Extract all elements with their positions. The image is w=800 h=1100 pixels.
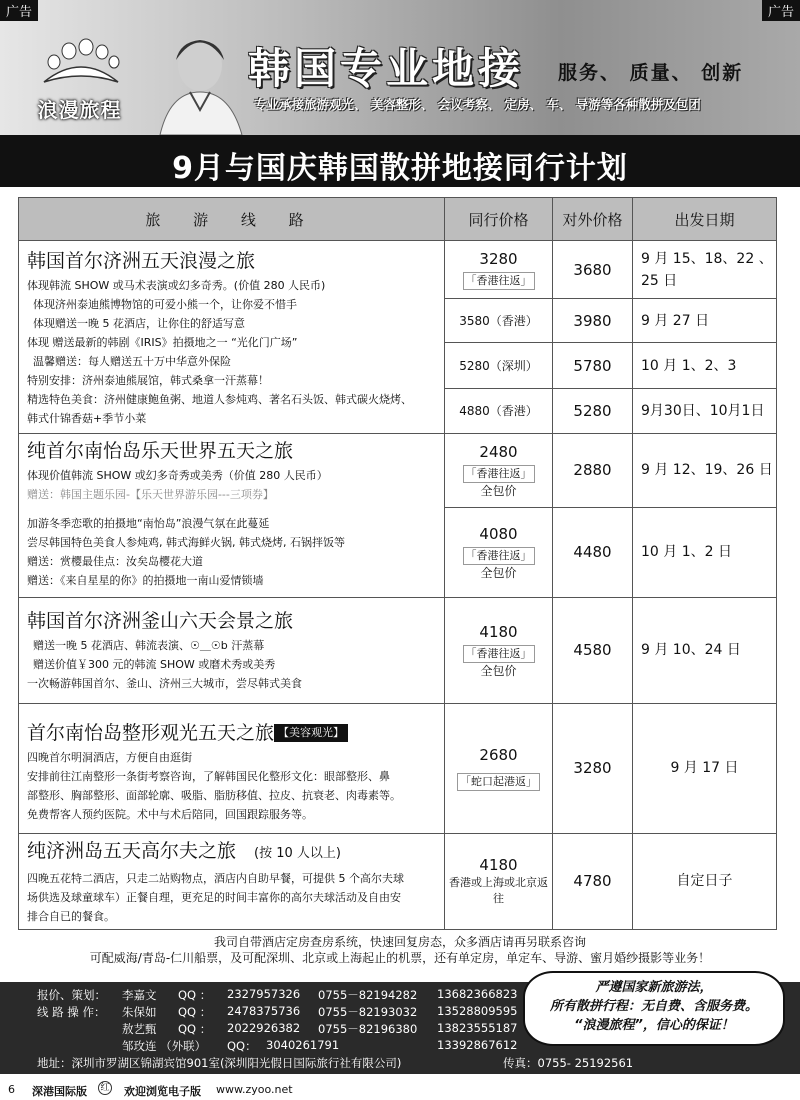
departure-date: 10 月 1、2 日 [633, 507, 777, 597]
route-4-line: 四晚首尔明洞酒店，方便自由逛街 [27, 750, 192, 764]
peer-price: 5280（深圳） [459, 358, 538, 373]
contact-name: 朱保如 [122, 1005, 157, 1019]
route-5-note: (按 10 人以上) [254, 845, 341, 861]
contact-role: 线 路 操 作： [37, 1005, 106, 1019]
departure-date: 9 月 12、19、26 日 [633, 434, 777, 508]
banner-slogan: 服务、 质量、 创新 [558, 62, 744, 84]
departure-date: 9 月 17 日 [633, 703, 777, 833]
address: 地址：深圳市罗湖区锦湖宾馆901室(深圳阳光假日国际旅行社有限公司) [37, 1056, 402, 1070]
peer-price-cell [445, 343, 553, 389]
model-photo [150, 30, 260, 135]
price-extra: 全包价 [480, 565, 517, 580]
table-row [19, 597, 777, 703]
page-title: 9月与国庆韩国散拼地接同行计划 [172, 151, 628, 186]
route-2-details [19, 434, 445, 508]
peer-price: 3280 [479, 250, 518, 268]
route-3-line: 赠送一晚 5 花酒店、韩流表演、☉＿☉b 汗蒸幕 [33, 639, 265, 652]
qq-label: QQ ： [178, 988, 212, 1002]
peer-price: 4180 [479, 622, 518, 641]
public-price: 5280 [553, 389, 633, 434]
footprint-icon [36, 32, 126, 87]
peer-price-cell [445, 703, 553, 833]
departure-date: 9 月 10、24 日 [633, 597, 777, 703]
route-2-line: 加游冬季恋歌的拍摄地“南怡岛”浪漫气氛在此蔓延 [27, 517, 270, 531]
brand-name: 浪漫旅程 [37, 98, 122, 122]
price-note: 香港或上海或北京返往 [449, 876, 548, 905]
route-1-line: 体现韩流 SHOW 或马术表演或幻多奇秀。(价值 280 人民币) [27, 278, 326, 292]
mobile-number: 13528809595 [437, 1004, 518, 1018]
public-price: 4780 [553, 833, 633, 929]
public-price: 4480 [553, 507, 633, 597]
public-price: 4580 [553, 597, 633, 703]
price-note: 「蛇口起港返」 [457, 773, 540, 791]
table-row [19, 703, 777, 833]
qq-number: 3040261791 [266, 1038, 340, 1052]
public-price: 3680 [553, 241, 633, 299]
mobile-number: 13682366823 [437, 987, 518, 1001]
route-2-line: 赠送：赏樱最佳点：汝矣岛樱花大道 [27, 555, 203, 569]
public-price: 5780 [553, 343, 633, 389]
route-5-line: 四晚五花特二酒店，只走二站购物点，酒店内自助早餐，可提供 5 个高尔夫球 [27, 871, 404, 885]
banner-title: 韩国专业地接 [248, 44, 525, 93]
peer-price-cell [445, 299, 553, 343]
route-4-title: 首尔南怡岛整形观光五天之旅 [27, 721, 275, 744]
routes-table [18, 197, 777, 930]
table-row [19, 507, 777, 597]
departure-date: 9 月 15、18、22 、25 日 [633, 241, 777, 299]
route-1-line: 体现济州泰迪熊博物馆的可爱小熊一个，让你爱不惜手 [33, 297, 297, 311]
route-3-title: 韩国首尔济洲釜山六天会景之旅 [27, 610, 294, 632]
route-4-line: 免费帮客人预约医院。术中与术后陪同，回国跟踪服务等。 [27, 807, 313, 821]
header-public-price: 对外价格 [553, 198, 633, 241]
phone-number: 0755－82193032 [318, 1005, 418, 1019]
qq-number: 2327957326 [227, 987, 301, 1001]
price-note: 「香港往返」 [463, 272, 535, 290]
route-2-line: 赠送：《来自星星的你》的拍摄地一南山爱情锁墙 [27, 574, 264, 588]
peer-price: 4080 [479, 524, 518, 543]
ad-label-right: 广告 [762, 0, 800, 21]
route-5-details [19, 833, 445, 929]
contact-name: 邹玫连 （外联） [122, 1039, 207, 1053]
price-note: 「香港往返」 [463, 465, 535, 483]
edition-logo: 红 [98, 1081, 112, 1095]
phone-number: 0755－82196380 [318, 1022, 418, 1036]
route-1-details [19, 241, 445, 434]
route-1-line: 温馨赠送：每人赠送五十万中华意外保险 [33, 354, 231, 368]
peer-price-cell [445, 434, 553, 508]
header-peer-price: 同行价格 [445, 198, 553, 241]
promise-line: 严遵国家新旅游法， [595, 980, 713, 995]
welcome-text: 欢迎浏览电子版 [124, 1085, 201, 1098]
ad-label-left: 广告 [0, 0, 38, 21]
route-5-title: 纯济洲岛五天高尔夫之旅 [27, 839, 237, 862]
route-4-details [19, 703, 445, 833]
price-extra: 全包价 [480, 483, 517, 498]
qq-label: QQ ： [178, 1022, 212, 1036]
peer-price-cell [445, 833, 553, 929]
qq-number: 2478375736 [227, 1004, 301, 1018]
qq-label: QQ： [227, 1039, 257, 1053]
contact-name: 敖艺甄 [122, 1022, 157, 1036]
header-route: 旅 游 线 路 [19, 198, 445, 241]
peer-price: 2480 [479, 442, 518, 461]
public-price: 2880 [553, 434, 633, 508]
page-title-bar [0, 135, 800, 187]
route-3-line: 一次畅游韩国首尔、釜山、济州三大城市，尝尽韩式美食 [27, 677, 302, 690]
route-2-details-more [19, 507, 445, 597]
services-note: 可配威海/青岛-仁川船票，及可配深圳、北京或上海起止的机票，还有单定房，单定车、导游、蜜月婚纱摄影等业务！ [89, 951, 711, 965]
promise-line: “浪漫旅程”，信心的保证！ [574, 1018, 734, 1033]
route-1-line: 体现 赠送最新的韩剧《IRIS》拍摄地之一 “光化门广场” [27, 335, 298, 349]
route-1-line: 精选特色美食：济州健康鲍鱼粥、地道人参炖鸡、著名石头饭、韩式碳火烧烤、 [27, 392, 412, 406]
route-5-line: 排合自已的餐食。 [27, 909, 115, 923]
peer-price: 3580（香港） [459, 313, 538, 328]
peer-price-cell [445, 241, 553, 299]
peer-price: 4880（香港） [459, 404, 538, 418]
route-1-line: 特别安排：济州泰迪熊展馆，韩式桑拿一汗蒸幕！ [27, 373, 269, 387]
peer-price: 4180 [479, 856, 518, 874]
route-2-line: 赠送：韩国主题乐园-【乐天世界游乐园---三项券】 [27, 488, 274, 501]
route-1-line: 韩式什锦香菇+季节小菜 [27, 411, 147, 425]
public-price: 3980 [553, 299, 633, 343]
page-footer [0, 1078, 800, 1100]
table-row [19, 833, 777, 929]
route-3-line: 赠送价值￥300 元的韩流 SHOW 或磨术秀或美秀 [33, 658, 276, 671]
header-banner [0, 0, 800, 135]
qq-label: QQ ： [178, 1005, 212, 1019]
peer-price-cell [445, 507, 553, 597]
price-note: 「香港往返」 [463, 547, 535, 565]
route-1-line: 体现赠送一晚 5 花酒店，让你住的舒适写意 [33, 316, 245, 330]
route-2-line: 尝尽韩国特色美食人参炖鸡, 韩式海鲜火锅, 韩式烧烤, 石锅拌饭等 [27, 536, 345, 550]
banner-subtitle: 专业承接旅游观光、 美容整形、 会议考察、 定房、 车、 导游等各种散拼及包团 [254, 97, 701, 112]
peer-price: 2680 [479, 746, 518, 764]
phone-number: 0755－82194282 [318, 988, 418, 1002]
hotel-note: 我司自带酒店定房查房系统，快速回复房态，众多酒店请再另联系咨询 [213, 935, 586, 949]
promise-badge [523, 971, 785, 1046]
route-3-details [19, 597, 445, 703]
route-5-title-wrap [27, 838, 436, 867]
fax: 传真：0755- 25192561 [503, 1056, 634, 1070]
route-4-title-wrap [27, 720, 436, 746]
public-price: 3280 [553, 703, 633, 833]
edition-name: 深港国际版 [32, 1085, 87, 1098]
website-link[interactable]: www.zyoo.net [216, 1083, 293, 1096]
route-4-line: 安排前往江南整形一条街考察咨询，了解韩国民化整形文化：眼部整形、鼻 [27, 769, 390, 783]
departure-date: 自定日子 [633, 833, 777, 929]
route-5-line: 场供选及球童球车）正餐自理，更充足的时间丰富你的高尔夫球活动及自由安 [27, 890, 401, 904]
price-note: 「香港往返」 [463, 645, 535, 663]
contact-name: 李嘉文 [122, 988, 157, 1002]
mobile-number: 13823555187 [437, 1021, 518, 1035]
header-departure-date: 出发日期 [633, 198, 777, 241]
brand-logo [22, 28, 137, 122]
table-header-row [19, 198, 777, 241]
table-row [19, 434, 777, 508]
page-number: 6 [8, 1083, 15, 1096]
qq-number: 2022926382 [227, 1021, 301, 1035]
route-4-tag: 【美容观光】 [274, 724, 348, 742]
route-1-title: 韩国首尔济洲五天浪漫之旅 [27, 249, 256, 272]
table-row [19, 241, 777, 299]
route-4-line: 部整形、胸部整形、面部轮廓、吸脂、脂肪移值、拉皮、抗衰老、肉毒素等。 [27, 788, 401, 802]
route-2-title: 纯首尔南怡岛乐天世界五天之旅 [27, 440, 294, 462]
departure-date: 9 月 27 日 [633, 299, 777, 343]
departure-date: 9月30日、10月1日 [633, 389, 777, 434]
departure-date: 10 月 1、2、3 [633, 343, 777, 389]
route-2-line: 体现价值韩流 SHOW 或幻多奇秀或美秀（价值 280 人民币） [27, 469, 328, 482]
peer-price-cell [445, 597, 553, 703]
price-extra: 全包价 [480, 663, 517, 678]
peer-price-cell [445, 389, 553, 434]
promise-line: 所有散拼行程：无自费、含服务费。 [549, 999, 758, 1014]
contact-role: 报价、策划： [37, 988, 106, 1002]
mobile-number: 13392867612 [437, 1038, 518, 1052]
